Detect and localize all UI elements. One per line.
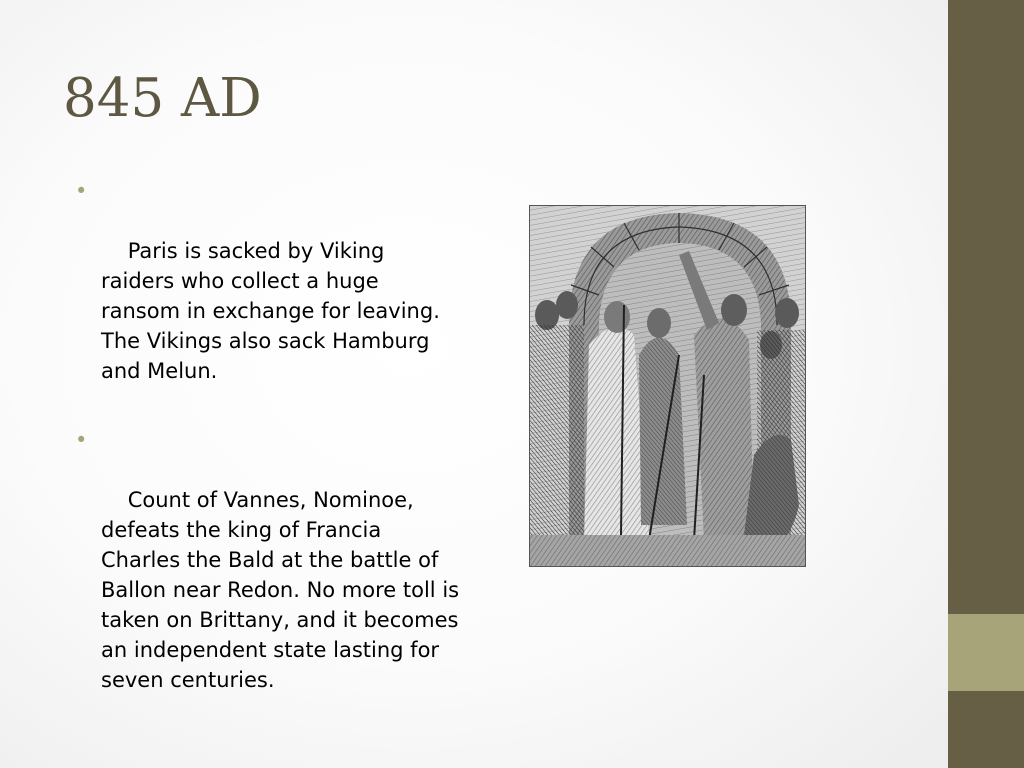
slide-title: 845 AD xyxy=(63,68,262,129)
bullet-item xyxy=(73,176,463,416)
bullet-dot-icon: • xyxy=(75,179,88,203)
bullet-text: Count of Vannes, Nominoe, defeats the king of Francia Charles the Bald at the battle of Ballon near Redon. No more toll is taken on Brittany, and it becomes an independent state lasting for seven centuries. xyxy=(101,488,466,692)
viking-engraving-illustration xyxy=(529,205,806,567)
side-bar-accent xyxy=(948,614,1024,691)
bullet-list xyxy=(73,176,466,734)
bullet-dot-icon: • xyxy=(75,428,88,452)
bullet-item xyxy=(73,425,466,725)
bullet-text: Paris is sacked by Viking raiders who collect a huge ransom in exchange for leaving. The Vikings also sack Hamburg and Melun. xyxy=(101,239,454,383)
